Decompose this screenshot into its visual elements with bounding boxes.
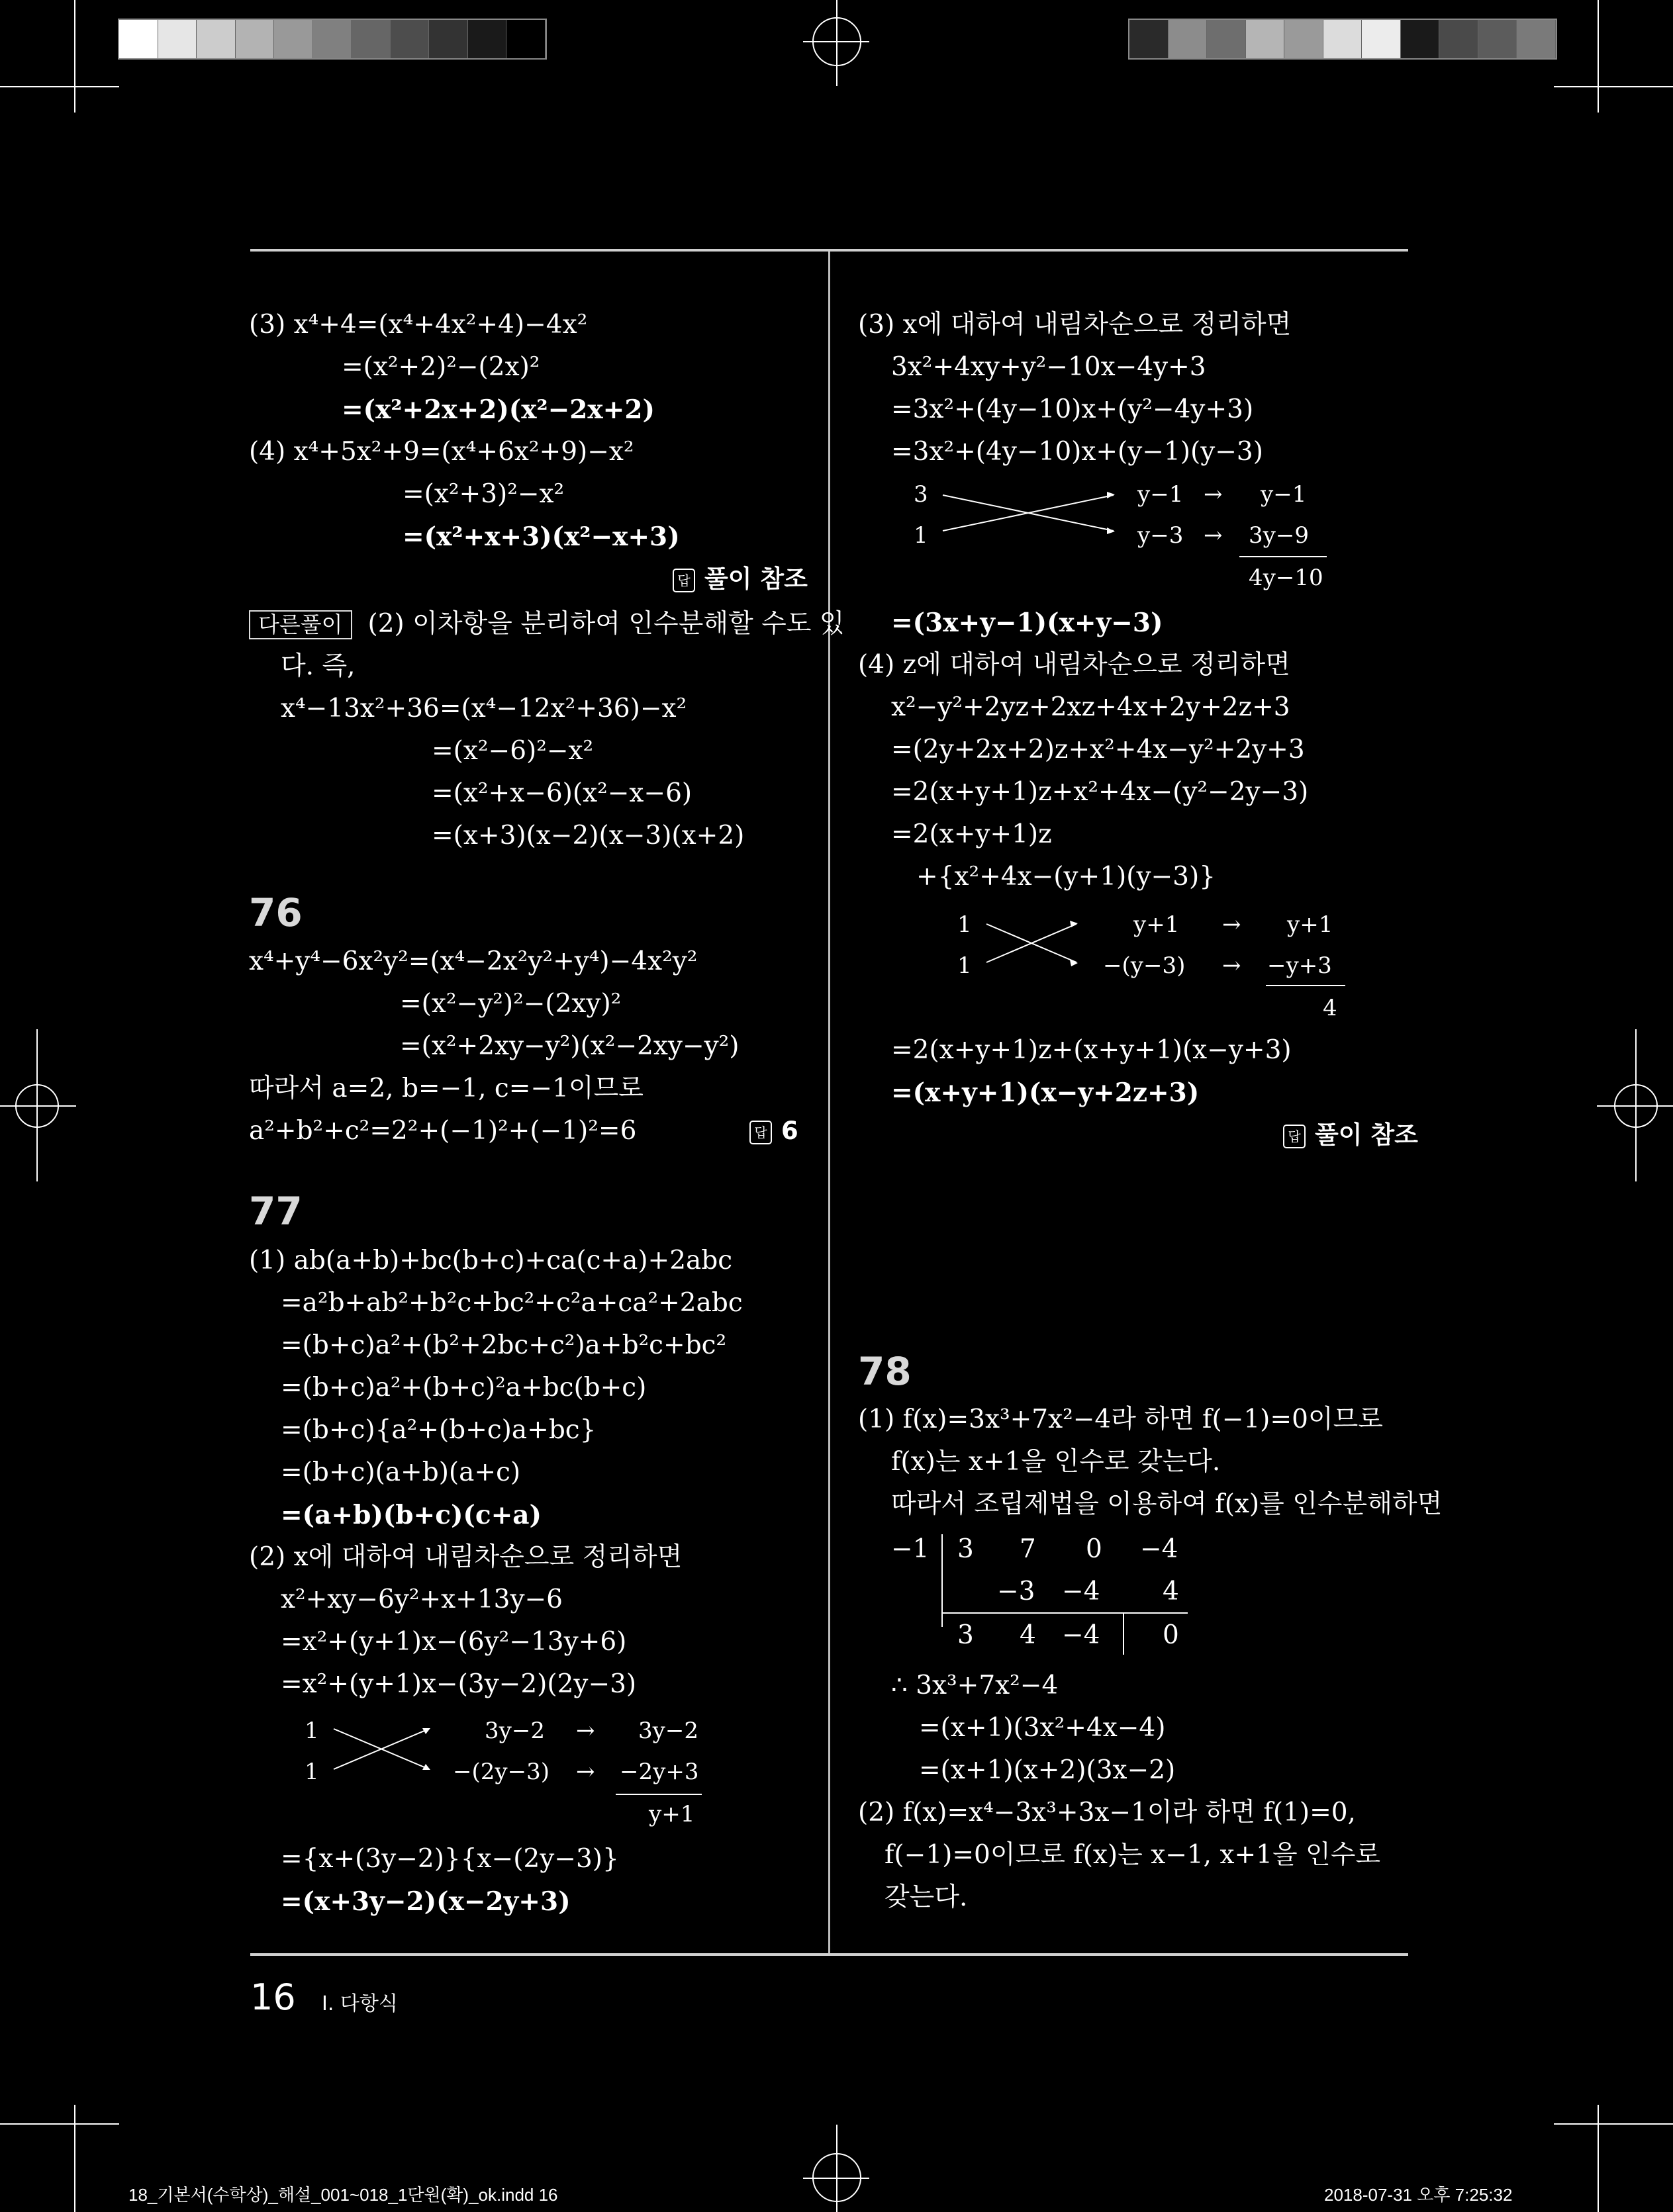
text-line: 따라서 조립제법을 이용하여 f(x)를 인수분해하면 (891, 1489, 1443, 1519)
math-line: =3x²+(4y−10)x+(y²−4y+3) (891, 394, 1254, 424)
sum-line (1266, 985, 1345, 986)
math-line: =2(x+y+1)z+(x+y+1)(x−y+3) (891, 1035, 1292, 1065)
text-line: f(−1)=0이므로 f(x)는 x−1, x+1을 인수로 (884, 1840, 1381, 1870)
math-line: =3x²+(4y−10)x+(y−1)(y−3) (891, 437, 1263, 467)
text-line: 갖는다. (884, 1882, 968, 1912)
column-divider (828, 252, 830, 1953)
math-line: =(x²−y²)²−(2xy)² (400, 989, 622, 1019)
text-line: (4) z에 대하여 내림차순으로 정리하면 (858, 650, 1290, 680)
math-line: =(x²+3)²−x² (403, 479, 565, 509)
answer-line (1283, 1120, 1418, 1150)
cross-arrows (331, 1720, 437, 1779)
arrow: → (576, 1759, 595, 1785)
math-line: x⁴−13x²+36=(x⁴−12x²+36)−x² (281, 694, 687, 723)
math-line: (3) x⁴+4=(x⁴+4x²+4)−4x² (249, 310, 588, 340)
cross-left: 1 (914, 522, 928, 549)
math-line: ={x+(3y−2)}{x−(2y−3)} (281, 1844, 619, 1874)
sum-line (1239, 556, 1327, 557)
math-line: =(x²+2)²−(2x)² (342, 352, 540, 382)
arrow: → (1222, 911, 1241, 938)
cross-mid: −(2y−3) (453, 1759, 550, 1785)
alt-text: (2) 이차항을 분리하여 인수분해할 수도 있 (367, 609, 845, 639)
answer-line (673, 564, 808, 594)
answer-icon: 답 (1283, 1125, 1306, 1148)
cross-left: 1 (305, 1718, 319, 1744)
text-line: (2) x에 대하여 내림차순으로 정리하면 (249, 1542, 683, 1572)
arrow: → (1222, 952, 1241, 979)
answer-text: 풀이 참조 (1315, 1121, 1418, 1149)
remainder: 0 (1163, 1620, 1179, 1650)
coefficient: 3 (957, 1534, 974, 1564)
cross-left: 1 (957, 952, 972, 979)
text-line: (1) f(x)=3x³+7x²−4라 하면 f(−1)=0이므로 (858, 1405, 1383, 1434)
math-line: =(b+c)a²+(b²+2bc+c²)a+b²c+bc² (281, 1330, 727, 1360)
math-line: =(x+3)(x−2)(x−3)(x+2) (432, 821, 745, 851)
alt-solution-label: 다른풀이 (249, 610, 352, 639)
remainder-box-left (1123, 1612, 1124, 1655)
sum-line (616, 1794, 702, 1795)
math-line: =(x²+2xy−y²)(x²−2xy−y²) (400, 1031, 740, 1061)
math-line: x²+xy−6y²+x+13y−6 (281, 1585, 563, 1614)
bottom-rule (250, 1953, 1408, 1956)
cross-right: y+1 (1287, 911, 1333, 938)
cross-mid: 3y−2 (485, 1718, 545, 1744)
math-line: =(b+c)a²+(b+c)²a+bc(b+c) (281, 1373, 647, 1403)
math-line: =(x+1)(x+2)(3x−2) (919, 1755, 1176, 1785)
math-line: =a²b+ab²+b²c+bc²+c²a+ca²+2abc (281, 1288, 743, 1318)
math-result: =(3x+y−1)(x+y−3) (891, 608, 1163, 638)
math-result: =(x+3y−2)(x−2y+3) (281, 1886, 571, 1917)
math-line: =x²+(y+1)x−(3y−2)(2y−3) (281, 1669, 637, 1699)
coefficient: 7 (1020, 1534, 1036, 1564)
text-line: 따라서 a=2, b=−1, c=−1이므로 (249, 1074, 644, 1103)
alt-solution-line (249, 609, 845, 639)
arrow: → (576, 1718, 595, 1744)
answer-value: 6 (781, 1117, 798, 1145)
product: −3 (997, 1577, 1035, 1606)
math-line: =2(x+y+1)z+x²+4x−(y²−2y−3) (891, 777, 1309, 807)
coefficient: −4 (1140, 1534, 1178, 1564)
cross-right: y−1 (1261, 481, 1307, 508)
math-line: =(x²−6)²−x² (432, 736, 594, 766)
question-number: 77 (249, 1189, 303, 1234)
math-line: +{x²+4x−(y+1)(y−3)} (916, 862, 1216, 892)
coefficient: 0 (1086, 1534, 1102, 1564)
math-line: 3x²+4xy+y²−10x−4y+3 (891, 352, 1206, 382)
text-line: f(x)는 x+1을 인수로 갖는다. (891, 1447, 1221, 1477)
cross-left: 1 (305, 1759, 319, 1785)
division-underline (941, 1612, 1188, 1614)
math-line: =(2y+2x+2)z+x²+4x−y²+2y+3 (891, 735, 1305, 764)
cross-right: −2y+3 (620, 1759, 699, 1785)
cross-mid: −(y−3) (1103, 952, 1186, 979)
quotient: −4 (1062, 1620, 1100, 1650)
math-line: =(x+1)(3x²+4x−4) (919, 1713, 1166, 1743)
cross-mid: y−1 (1137, 481, 1184, 508)
answer-text: 풀이 참조 (704, 565, 808, 593)
file-slug: 18_기본서(수학상)_해설_001~018_1단원(확)_ok.indd 16 (128, 2185, 558, 2205)
arrow: → (1204, 481, 1223, 508)
product: −4 (1062, 1577, 1100, 1606)
cross-left: 1 (957, 911, 972, 938)
arrow: → (1204, 522, 1223, 549)
math-result: =(x²+x+3)(x²−x+3) (403, 522, 680, 552)
cross-left: 3 (914, 481, 928, 508)
text-line: (2) f(x)=x⁴−3x³+3x−1이라 하면 f(1)=0, (858, 1798, 1356, 1827)
answer-icon: 답 (673, 569, 695, 592)
cross-right: 3y−9 (1249, 522, 1309, 549)
page-number: 16 (250, 1976, 296, 2018)
math-line: a²+b²+c²=2²+(−1)²+(−1)²=6 (249, 1116, 637, 1146)
product: 4 (1163, 1577, 1179, 1606)
math-line: ∴ 3x³+7x²−4 (891, 1671, 1059, 1700)
math-result: =(x²+2x+2)(x²−2x+2) (342, 394, 655, 425)
math-line: (1) ab(a+b)+bc(b+c)+ca(c+a)+2abc (249, 1246, 733, 1275)
question-number: 76 (249, 890, 303, 935)
cross-right: −y+3 (1267, 952, 1332, 979)
math-line: x²−y²+2yz+2xz+4x+2y+2z+3 (891, 692, 1290, 722)
math-line: (4) x⁴+5x²+9=(x⁴+6x²+9)−x² (249, 437, 634, 467)
cross-sum: 4 (1323, 995, 1337, 1021)
question-number: 78 (858, 1349, 912, 1394)
cross-sum: y+1 (649, 1801, 695, 1827)
divisor: −1 (891, 1534, 930, 1564)
cross-mid: y+1 (1133, 911, 1180, 938)
math-line: =2(x+y+1)z (891, 819, 1052, 849)
math-line: =(b+c)(a+b)(a+c) (281, 1457, 521, 1487)
math-line: =(x²+x−6)(x²−x−6) (432, 778, 693, 808)
answer-icon: 답 (749, 1121, 772, 1144)
answer-line (749, 1116, 798, 1146)
quotient: 4 (1020, 1620, 1036, 1650)
print-timestamp: 2018-07-31 오후 7:25:32 (1324, 2185, 1513, 2205)
math-result: =(x+y+1)(x−y+2z+3) (891, 1078, 1200, 1108)
cross-right: 3y−2 (638, 1718, 698, 1744)
math-line: =(b+c){a²+(b+c)a+bc} (281, 1415, 597, 1445)
cross-arrows (984, 913, 1083, 973)
alt-text: 다. 즉, (281, 651, 356, 681)
quotient: 3 (957, 1620, 974, 1650)
text-line: (3) x에 대하여 내림차순으로 정리하면 (858, 310, 1292, 340)
cross-sum: 4y−10 (1249, 565, 1323, 591)
math-line: =x²+(y+1)x−(6y²−13y+6) (281, 1627, 627, 1657)
math-line: x⁴+y⁴−6x²y²=(x⁴−2x²y²+y⁴)−4x²y² (249, 946, 698, 976)
math-result: =(a+b)(b+c)(c+a) (281, 1500, 542, 1530)
chapter-title: Ⅰ. 다항식 (322, 1992, 398, 2015)
cross-arrows (940, 483, 1119, 543)
cross-mid: y−3 (1137, 522, 1184, 549)
